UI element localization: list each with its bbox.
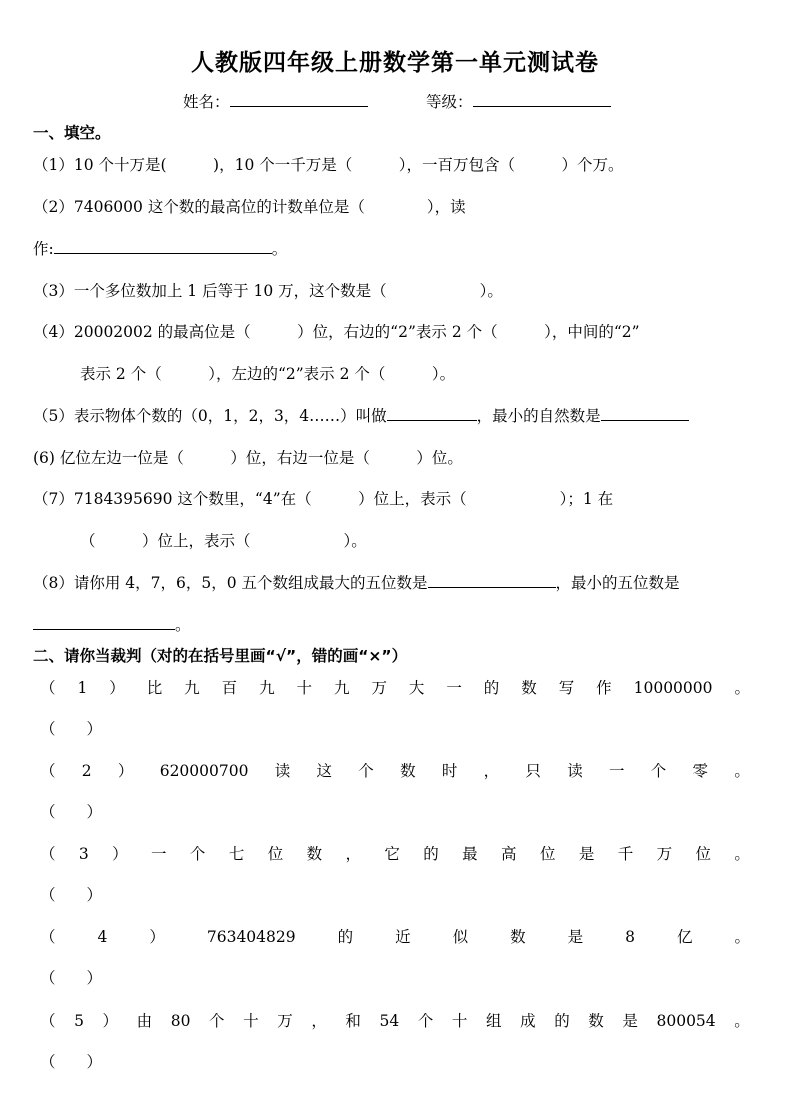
question-6: (6) 亿位左边一位是（ ）位，右边一位是（ ）位。 — [33, 449, 463, 467]
judgement-token: 数 — [521, 679, 537, 697]
judgement-token: 620000700 — [159, 762, 249, 780]
question-5-blank-2[interactable] — [601, 406, 689, 421]
judgement-token: 它 — [384, 845, 400, 863]
judgement-item — [40, 843, 750, 865]
judgement-token: 读 — [567, 762, 583, 780]
question-5 — [33, 405, 689, 427]
question-7-line2: （ ）位上，表示（ ）。 — [80, 532, 367, 550]
judgement-token: 个 — [209, 1012, 225, 1030]
question-2-line1: （2）7406000 这个数的最高位的计数单位是（ ），读 — [33, 198, 466, 216]
judgement-token: 高 — [501, 845, 517, 863]
judgement-token: 的 — [483, 679, 500, 697]
question-8-line2 — [33, 614, 191, 636]
judgement-token: 是 — [567, 928, 584, 946]
judgement-token: 8 — [625, 928, 635, 946]
judgement-token: 万 — [277, 1012, 293, 1030]
judgement-token: 5 — [74, 1012, 84, 1030]
judgement-token: 位 — [267, 845, 284, 863]
judgement-token: 个 — [358, 762, 374, 780]
judgement-token: 只 — [525, 762, 541, 780]
judgement-token: 一 — [608, 762, 625, 780]
question-2-suffix: 。 — [271, 240, 288, 258]
judgement-token: 10000000 — [633, 679, 713, 697]
judgement-token: 54 — [379, 1012, 400, 1030]
question-5-prefix: （5）表示物体个数的（0，1，2，3，4……）叫做 — [33, 407, 387, 425]
judgement-token: 十 — [451, 1012, 468, 1030]
question-8-blank-1[interactable] — [428, 573, 556, 588]
judgement-token: 的 — [337, 928, 354, 946]
question-2-prefix: 作: — [33, 240, 54, 258]
name-label: 姓名： — [183, 93, 230, 111]
judgement-token: 2 — [81, 762, 92, 780]
name-field — [183, 91, 368, 113]
judgement-item — [40, 677, 750, 699]
page-title: 人教版四年级上册数学第一单元测试卷 — [191, 50, 599, 76]
judgement-token: 位 — [695, 845, 712, 863]
judgement-token: ） — [109, 679, 125, 697]
question-5-blank-1[interactable] — [387, 406, 477, 421]
judgement-token: 763404829 — [206, 928, 296, 946]
judgement-token: 千 — [617, 845, 634, 863]
judgement-token: 万 — [371, 679, 387, 697]
section2-heading: 二、请你当裁判（对的在括号里画“√”，错的画“×”） — [33, 647, 408, 665]
judgement-token: 组 — [486, 1012, 502, 1030]
judgement-token: 80 — [170, 1012, 191, 1030]
judgement-token: （ — [40, 762, 56, 780]
question-5-middle: ，最小的自然数是 — [476, 407, 601, 425]
judgement-token: ） — [117, 762, 134, 780]
judgement-token: 零 — [692, 762, 709, 780]
judgement-token: 最 — [462, 845, 478, 863]
judgement-token: 。 — [734, 928, 750, 946]
judgement-token: 一 — [446, 679, 462, 697]
name-blank[interactable] — [230, 92, 368, 107]
judgement-token: 读 — [274, 762, 291, 780]
judgement-token: 九 — [259, 679, 275, 697]
judgement-token: 数 — [588, 1012, 604, 1030]
judgement-token: ） — [102, 1012, 119, 1030]
judgement-token: 。 — [734, 762, 750, 780]
question-1: （1）10 个十万是( )，10 个一千万是（ ），一百万包含（ ）个万。 — [33, 156, 624, 174]
question-8-end: 。 — [175, 616, 191, 634]
grade-blank[interactable] — [473, 92, 611, 107]
judgement-token: ） — [112, 845, 128, 863]
judgement-token: 比 — [146, 679, 163, 697]
question-8-prefix: （8）请你用 4，7，6，5，0 五个数组成最大的五位数是 — [33, 574, 428, 592]
judgement-token: 数 — [400, 762, 416, 780]
grade-field — [426, 91, 611, 113]
judgement-token: （ — [40, 1012, 56, 1030]
judgement-answer-bracket[interactable]: （ ） — [40, 969, 103, 987]
judgement-token: （ — [40, 928, 56, 946]
judgement-token: ， — [311, 1012, 327, 1030]
judgement-token: ， — [345, 845, 361, 863]
judgement-token: 近 — [395, 928, 411, 946]
judgement-answer-bracket[interactable]: （ ） — [40, 1053, 103, 1071]
judgement-token: ， — [483, 762, 500, 780]
judgement-token: 百 — [221, 679, 238, 697]
judgement-token: 个 — [189, 845, 206, 863]
judgement-token: 十 — [243, 1012, 259, 1030]
judgement-token: 是 — [622, 1012, 638, 1030]
question-2-line2 — [33, 238, 287, 260]
judgement-token: 1 — [77, 679, 88, 697]
judgement-token: （ — [40, 845, 56, 863]
judgement-item — [40, 760, 750, 782]
question-4-line2: 表示 2 个（ ），左边的“2”表示 2 个（ ）。 — [80, 365, 456, 383]
judgement-token: 九 — [184, 679, 200, 697]
judgement-token: 3 — [78, 845, 89, 863]
question-2-blank[interactable] — [54, 239, 272, 254]
judgement-item — [40, 926, 750, 948]
judgement-token: 写 — [558, 679, 575, 697]
question-3: （3）一个多位数加上 1 后等于 10 万，这个数是（ ）。 — [33, 282, 503, 300]
question-8-blank-2[interactable] — [33, 615, 175, 630]
judgement-token: 时 — [441, 762, 458, 780]
judgement-token: 九 — [333, 679, 350, 697]
judgement-token: 由 — [136, 1012, 153, 1030]
judgement-token: 成 — [520, 1012, 536, 1030]
judgement-token: 亿 — [676, 928, 693, 946]
judgement-token: 是 — [578, 845, 595, 863]
judgement-item — [40, 1010, 750, 1032]
judgement-token: 4 — [97, 928, 108, 946]
judgement-token: 。 — [734, 845, 750, 863]
judgement-token: 的 — [554, 1012, 570, 1030]
grade-label: 等级： — [426, 93, 473, 111]
judgement-token: 作 — [596, 679, 612, 697]
judgement-answer-bracket[interactable]: （ ） — [40, 886, 103, 904]
judgement-answer-bracket[interactable]: （ ） — [40, 803, 103, 821]
judgement-token: 十 — [296, 679, 313, 697]
question-8-line1 — [33, 572, 680, 594]
judgement-token: 数 — [510, 928, 526, 946]
question-7-line1: （7）7184395690 这个数里，“4”在（ ）位上，表示（ ）；1 在 — [33, 490, 614, 508]
judgement-token: 。 — [734, 1012, 750, 1030]
judgement-token: 这 — [316, 762, 333, 780]
judgement-token: 的 — [423, 845, 439, 863]
question-8-middle: ，最小的五位数是 — [555, 574, 680, 592]
judgement-answer-bracket[interactable]: （ ） — [40, 720, 103, 738]
judgement-token: 七 — [228, 845, 245, 863]
judgement-token: 和 — [345, 1012, 361, 1030]
judgement-token: 万 — [656, 845, 673, 863]
question-4-line1: （4）20002002 的最高位是（ ）位，右边的“2”表示 2 个（ ），中间的“2” — [33, 323, 640, 341]
section1-heading: 一、填空。 — [33, 124, 111, 142]
judgement-token: 个 — [417, 1012, 434, 1030]
judgement-token: ） — [149, 928, 165, 946]
judgement-token: 一 — [151, 845, 167, 863]
judgement-token: 似 — [452, 928, 469, 946]
judgement-token: 个 — [650, 762, 667, 780]
judgement-token: 位 — [539, 845, 556, 863]
judgement-token: 。 — [734, 679, 750, 697]
judgement-token: 数 — [306, 845, 323, 863]
judgement-token: 800054 — [656, 1012, 716, 1030]
judgement-token: 大 — [408, 679, 425, 697]
judgement-token: （ — [40, 679, 56, 697]
